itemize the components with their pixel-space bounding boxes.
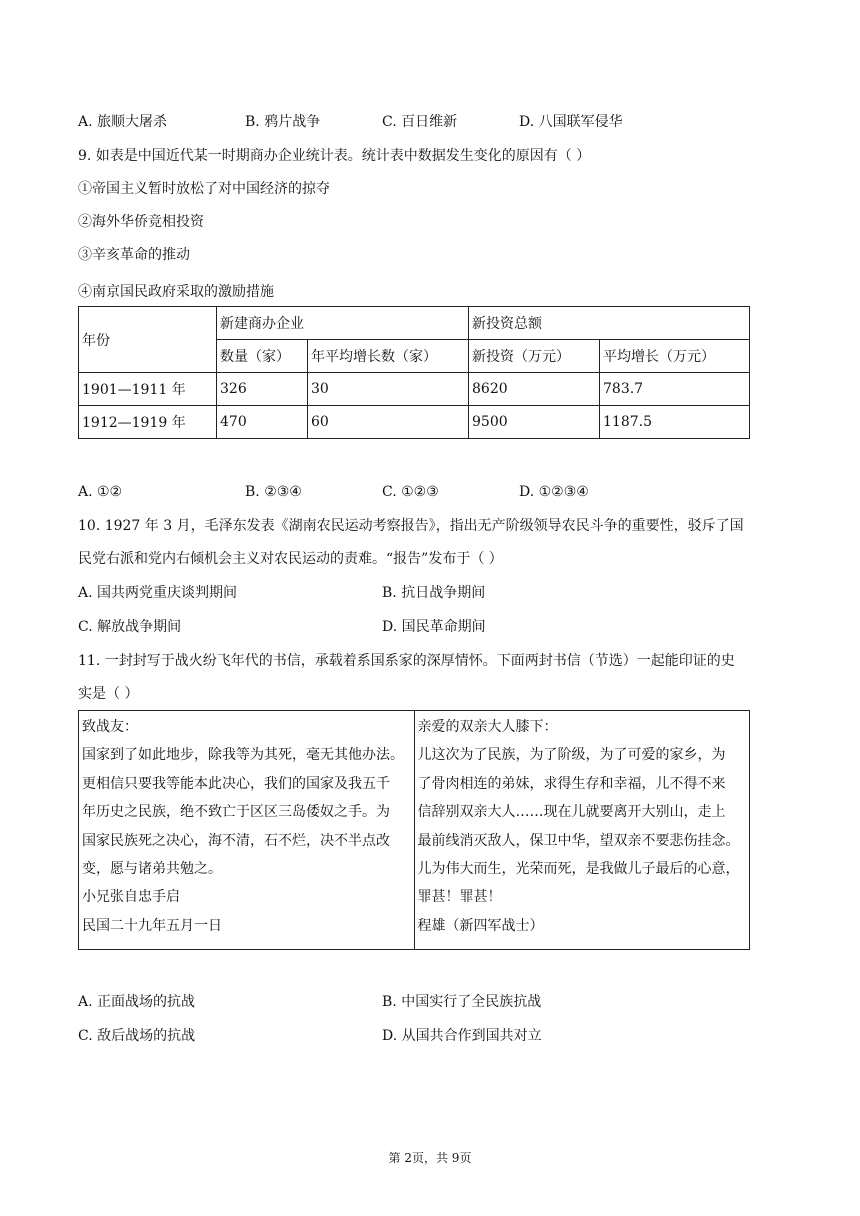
letter-line: 致战友： [82, 719, 138, 735]
q11-option-c[interactable]: C. 敌后战场的抗战 [78, 1028, 196, 1044]
q9-item-1: ①帝国主义暂时放松了对中国经济的掠夺 [78, 181, 330, 197]
letter-line: 变，愿与诸弟共勉之。 [82, 861, 222, 878]
letter-line: 国家民族死之决心，海不清，石不烂，决不半点改 [82, 832, 390, 849]
letters-table [78, 710, 750, 950]
q10-option-b[interactable]: B. 抗日战争期间 [382, 585, 486, 601]
q8-option-b[interactable]: B. 鸦片战争 [245, 114, 321, 130]
q8-option-c[interactable]: C. 百日维新 [382, 114, 458, 130]
table-subheader-annual-growth: 年平均增长数（家） [308, 340, 469, 373]
q11-option-a[interactable]: A. 正面战场的抗战 [78, 994, 196, 1010]
enterprise-stats-table [78, 306, 750, 439]
q9-item-3: ③辛亥革命的推动 [78, 247, 190, 263]
letter-line: 更相信只要我等能本此决心，我们的国家及我五千 [82, 775, 390, 792]
q10-option-c[interactable]: C. 解放战争期间 [78, 619, 182, 635]
letter-line: 罪甚！罪甚！ [417, 889, 502, 906]
q10-stem-line-1: 10. 1927 年 3 月，毛泽东发表《湖南农民运动考察报告》，指出无产阶级领导农民斗争的重要性，驳斥了国 [78, 518, 744, 534]
table-cell: 326 [217, 373, 308, 406]
q9-option-a[interactable]: A. ①② [78, 484, 123, 500]
table-cell: 8620 [469, 373, 600, 406]
letter-cheng-xiong [414, 711, 750, 950]
q11-stem-line-2: 实是（ ） [78, 686, 139, 702]
letter-line: 国家到了如此地步，除我等为其死，毫无其他办法。 [82, 747, 404, 764]
letter-line: 民国二十九年五月一日 [82, 917, 222, 934]
table-cell: 9500 [469, 406, 600, 439]
table-cell: 1901—1911 年 [79, 373, 217, 406]
q9-option-d[interactable]: D. ①②③④ [519, 484, 589, 500]
q11-stem-line-1: 11. 一封封写于战火纷飞年代的书信，承载着系国系家的深厚情怀。下面两封书信（节选）一起能印证的史 [78, 653, 735, 669]
letter-line: 了骨肉相连的弟妹，求得生存和幸福，儿不得不来 [417, 775, 726, 792]
table-cell: 1187.5 [600, 406, 750, 439]
table-cell: 783.7 [600, 373, 750, 406]
q10-option-a[interactable]: A. 国共两党重庆谈判期间 [78, 585, 238, 601]
q9-item-2: ②海外华侨竞相投资 [78, 214, 204, 230]
letter-line: 年历史之民族，绝不致亡于区区三岛倭奴之手。为 [82, 804, 390, 821]
table-cell: 60 [308, 406, 469, 439]
page-footer: 第 2页，共 9页 [388, 1151, 472, 1165]
table-subheader-count: 数量（家） [217, 340, 308, 373]
letter-line: 信辞别双亲大人……现在儿就要离开大别山，走上 [417, 804, 726, 821]
letter-zhang-zizhong [79, 711, 415, 950]
q11-option-d[interactable]: D. 从国共合作到国共对立 [382, 1028, 542, 1044]
table-cell: 30 [308, 373, 469, 406]
letter-line: 最前线消灭敌人，保卫中华，望双亲不要悲伤挂念。 [417, 832, 740, 849]
q8-option-d[interactable]: D. 八国联军侵华 [519, 114, 623, 130]
table-header-new-enterprises: 新建商办企业 [217, 307, 469, 340]
q9-stem: 9. 如表是中国近代某一时期商办企业统计表。统计表中数据发生变化的原因有（ ） [78, 148, 591, 164]
table-header-new-investment: 新投资总额 [469, 307, 750, 340]
table-row [79, 406, 750, 439]
letter-line: 小兄张自忠手启 [82, 889, 180, 906]
letter-line: 儿为伟大而生，光荣而死，是我做儿子最后的心意， [417, 861, 740, 878]
table-row [79, 373, 750, 406]
table-subheader-avg-growth: 平均增长（万元） [600, 340, 750, 373]
q9-option-b[interactable]: B. ②③④ [245, 484, 302, 500]
q9-option-c[interactable]: C. ①②③ [382, 484, 439, 500]
table-subheader-investment: 新投资（万元） [469, 340, 600, 373]
letter-line: 儿这次为了民族，为了阶级，为了可爱的家乡，为 [417, 747, 726, 764]
q9-item-4: ④南京国民政府采取的激励措施 [78, 284, 274, 300]
table-cell: 1912—1919 年 [79, 406, 217, 439]
table-cell: 470 [217, 406, 308, 439]
q10-option-d[interactable]: D. 国民革命期间 [382, 619, 486, 635]
q8-option-a[interactable]: A. 旅顺大屠杀 [78, 114, 168, 130]
q11-option-b[interactable]: B. 中国实行了全民族抗战 [382, 994, 542, 1010]
q10-stem-line-2: 民党右派和党内右倾机会主义对农民运动的责难。“报告”发布于（ ） [78, 551, 503, 567]
letter-line: 亲爱的双亲大人膝下： [417, 719, 558, 735]
table-header-year: 年份 [79, 307, 217, 373]
letter-line: 程雄（新四军战士） [417, 917, 544, 934]
